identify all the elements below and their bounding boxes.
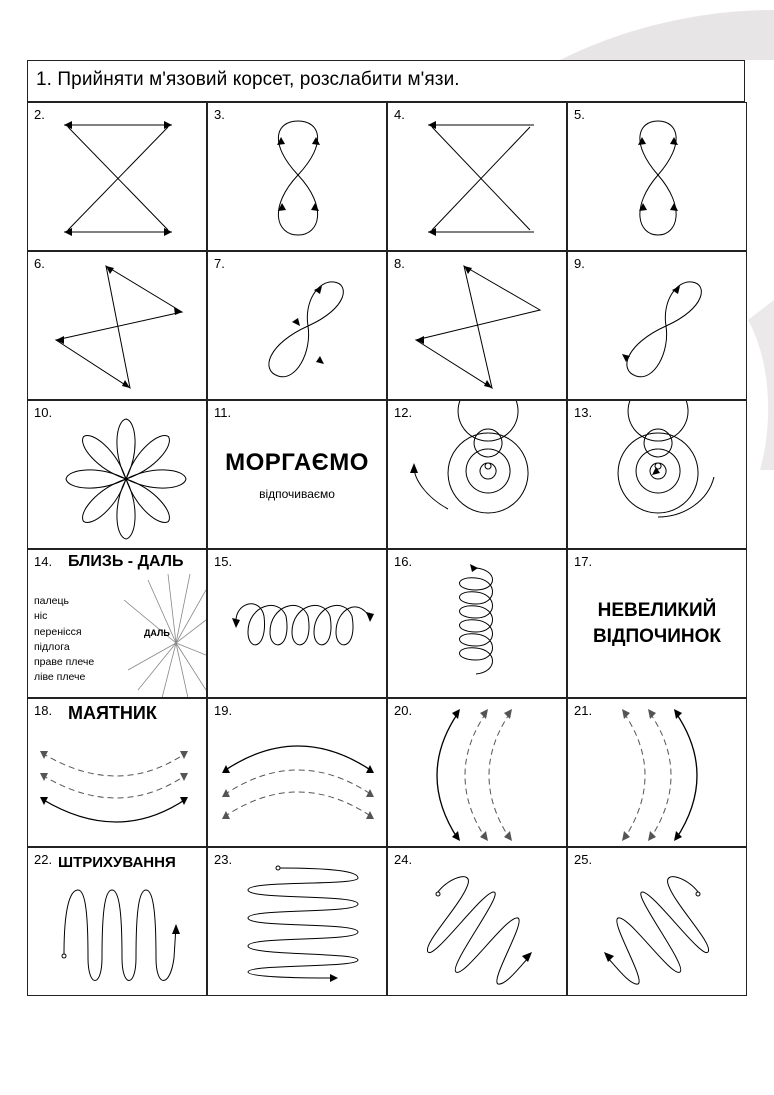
exercise-cell-4 <box>387 102 567 251</box>
cell-number: 24. <box>394 852 413 867</box>
exercise-cell-15 <box>207 549 387 698</box>
tilted-eight-diagram <box>208 252 387 400</box>
short-rest-line-1: НЕВЕЛИКИЙ <box>597 600 717 621</box>
focus-targets-list <box>34 594 94 686</box>
figure-eight-diagram <box>208 103 387 251</box>
sheet-title: 1. Прийняти м'язовий корсет, розслабити м'язи. <box>36 69 460 90</box>
cell-number: 4. <box>394 107 405 122</box>
cell-number: 3. <box>214 107 225 122</box>
exercise-cell-14 <box>27 549 207 698</box>
exercise-cell-5 <box>567 102 747 251</box>
exercise-cell-23 <box>207 847 387 996</box>
title-row <box>27 60 745 102</box>
exercise-cell-16 <box>387 549 567 698</box>
cell-number: 25. <box>574 852 593 867</box>
cell-number: 21. <box>574 703 593 718</box>
list-item: підлога <box>34 640 70 653</box>
cross-x-diagram <box>28 103 207 251</box>
exercise-cell-10 <box>27 400 207 549</box>
exercise-cell-11 <box>207 400 387 549</box>
exercise-cell-22 <box>27 847 207 996</box>
cell-number: 16. <box>394 554 413 569</box>
cell-number: 22. <box>34 852 53 867</box>
far-label: ДАЛЬ <box>144 628 170 638</box>
spiral-diagram <box>568 401 747 549</box>
exercise-cell-21 <box>567 698 747 847</box>
exercise-cell-9 <box>567 251 747 400</box>
figure-eight-diagram <box>568 103 747 251</box>
diagonal-zigzag-diagram <box>388 848 567 996</box>
exercise-cell-12 <box>387 400 567 549</box>
cell-number: 13. <box>574 405 593 420</box>
exercise-grid <box>27 102 745 996</box>
hatching-wave-diagram <box>28 848 207 996</box>
exercise-cell-24 <box>387 847 567 996</box>
cell-number: 8. <box>394 256 405 271</box>
exercise-cell-25 <box>567 847 747 996</box>
cell-number: 17. <box>574 554 593 569</box>
tilted-cross-diagram <box>28 252 207 400</box>
cell-number: 23. <box>214 852 233 867</box>
cell-number: 9. <box>574 256 585 271</box>
vertical-arcs-diagram <box>568 699 747 847</box>
cell-number: 20. <box>394 703 413 718</box>
list-item: ліве плече <box>34 671 86 684</box>
cell-number: 18. <box>34 703 53 718</box>
blink-heading: МОРГАЄМО <box>225 449 369 476</box>
pendulum-arcs-diagram <box>28 699 207 847</box>
list-item: ніс <box>34 610 48 623</box>
cell-number: 7. <box>214 256 225 271</box>
exercise-cell-18 <box>27 698 207 847</box>
cell-number: 15. <box>214 554 233 569</box>
exercise-cell-20 <box>387 698 567 847</box>
vertical-coil-diagram <box>388 550 567 698</box>
diagonal-zigzag-diagram <box>568 848 747 996</box>
inverted-arcs-diagram <box>208 699 387 847</box>
cell-number: 12. <box>394 405 413 420</box>
list-item: палець <box>34 595 69 607</box>
vertical-arcs-diagram <box>388 699 567 847</box>
list-item: перенісся <box>34 625 82 638</box>
exercise-cell-3 <box>207 102 387 251</box>
horizontal-loops-diagram <box>208 550 387 698</box>
cell-number: 5. <box>574 107 585 122</box>
tilted-cross-diagram <box>388 252 567 400</box>
rest-subtitle: відпочиваємо <box>259 487 335 501</box>
exercise-cell-19 <box>207 698 387 847</box>
cell-number: 14. <box>34 554 53 569</box>
zigzag-lines-diagram <box>208 848 387 996</box>
exercise-sheet <box>27 60 747 996</box>
exercise-cell-17 <box>567 549 747 698</box>
flower-diagram <box>28 401 207 549</box>
list-item: праве плече <box>34 656 95 669</box>
cross-x-diagram <box>388 103 567 251</box>
exercise-cell-13 <box>567 400 747 549</box>
tilted-eight-diagram <box>568 252 747 400</box>
near-far-heading: БЛИЗЬ - ДАЛЬ <box>68 553 184 570</box>
cell-number: 19. <box>214 703 233 718</box>
cell-number: 11. <box>214 405 232 420</box>
hatching-heading: ШТРИХУВАННЯ <box>58 854 176 871</box>
cell-number: 2. <box>34 107 45 122</box>
exercise-cell-7 <box>207 251 387 400</box>
cell-number: 10. <box>34 405 53 420</box>
short-rest-line-2: ВІДПОЧИНОК <box>592 626 722 647</box>
exercise-cell-2 <box>27 102 207 251</box>
short-rest-heading <box>568 598 746 650</box>
exercise-cell-8 <box>387 251 567 400</box>
exercise-cell-6 <box>27 251 207 400</box>
pendulum-heading: МАЯТНИК <box>68 703 157 723</box>
spiral-diagram <box>388 401 567 549</box>
cell-number: 6. <box>34 256 45 271</box>
